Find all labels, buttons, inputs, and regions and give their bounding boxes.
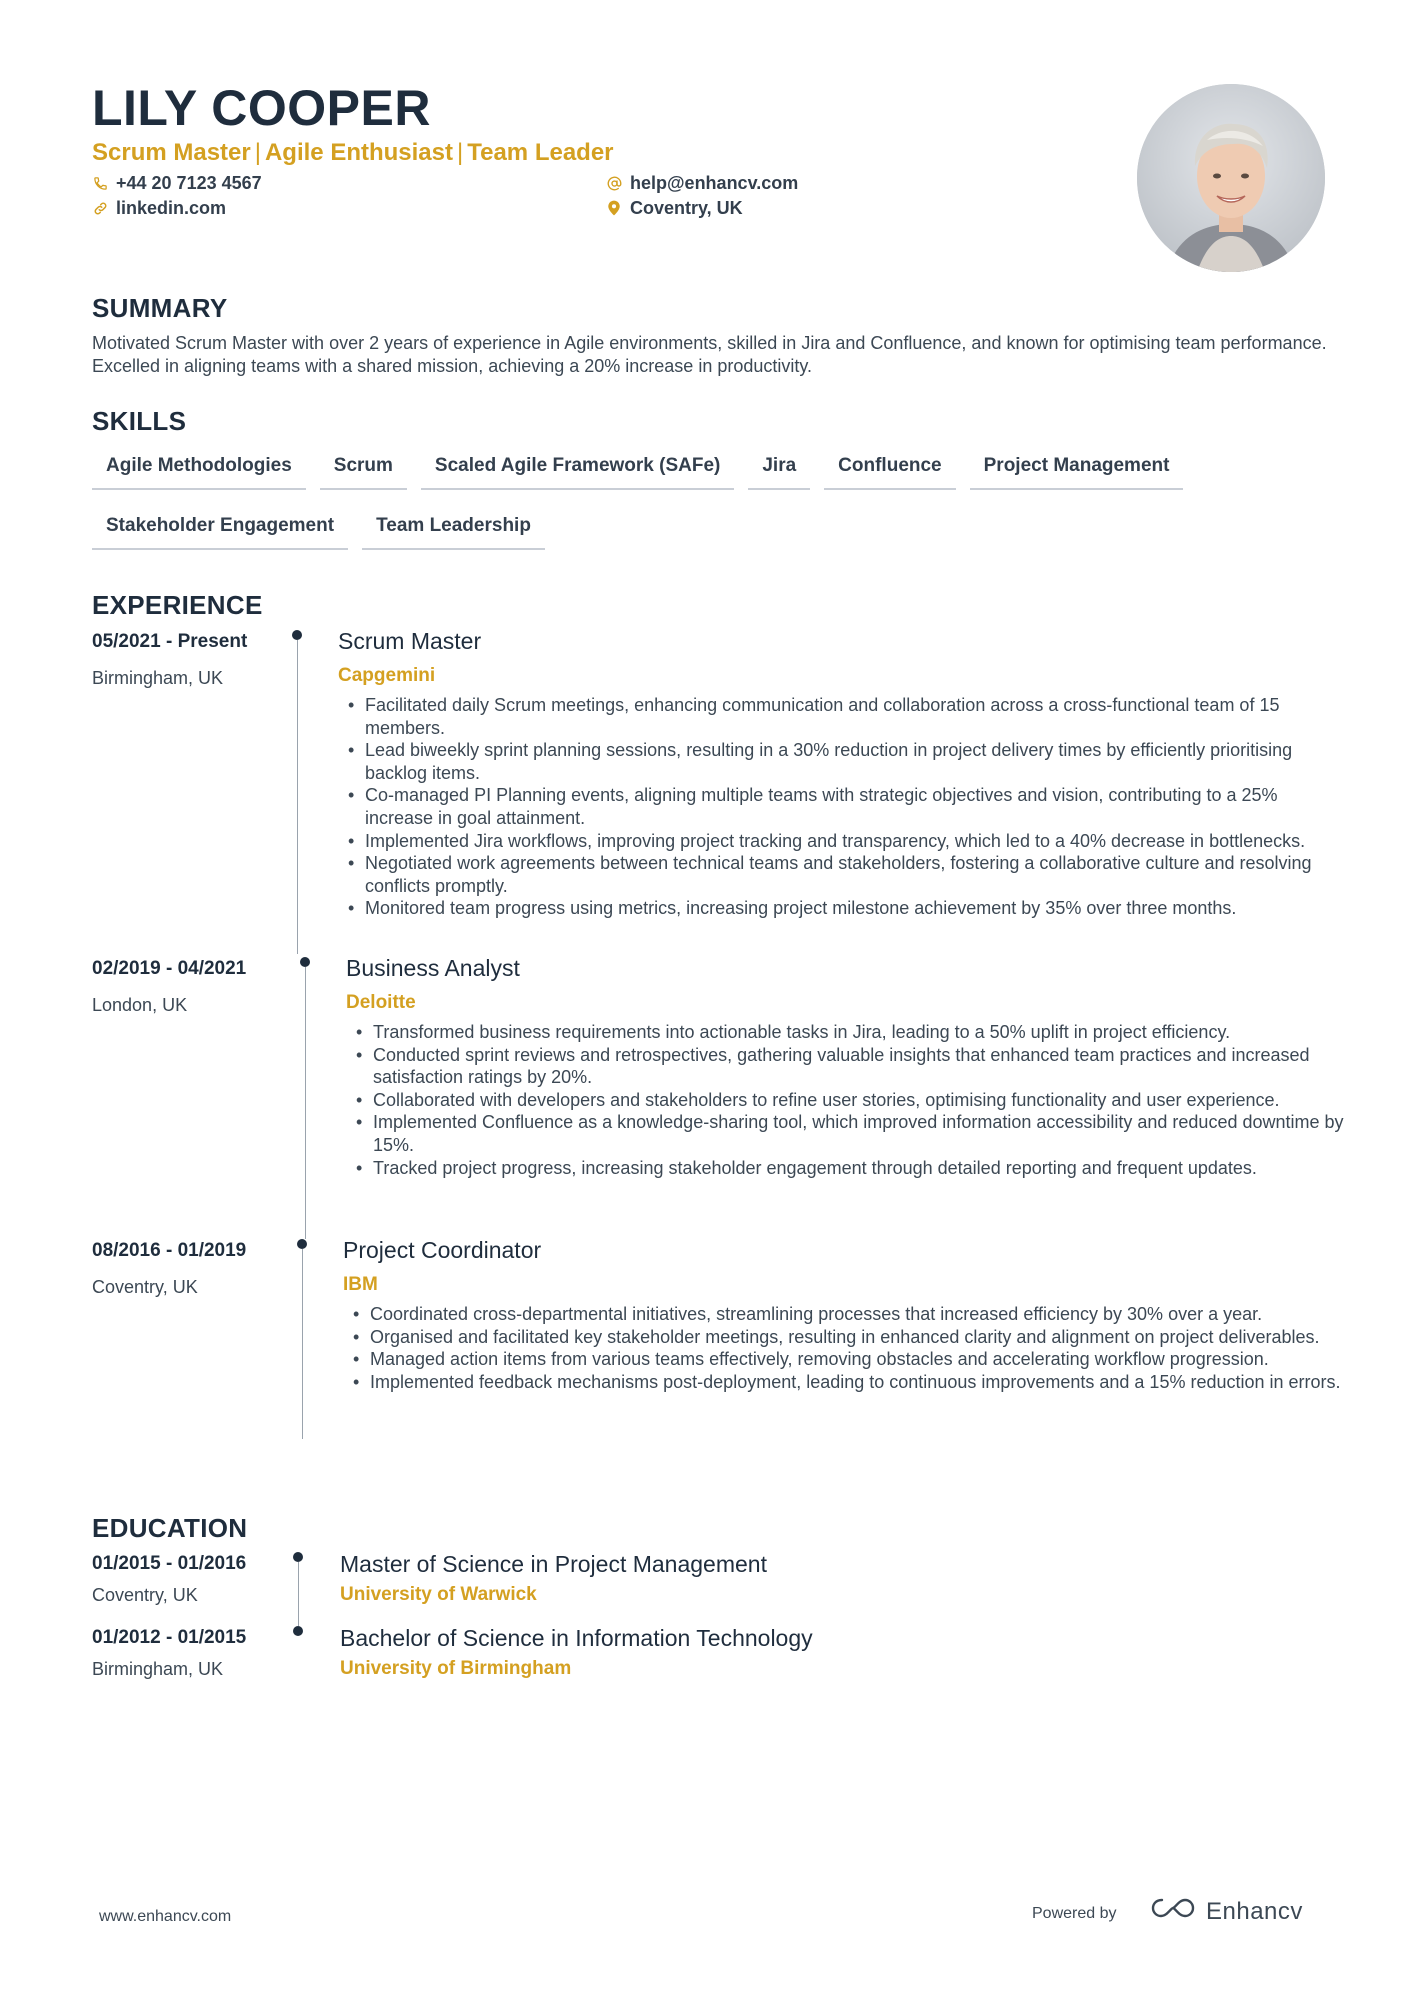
linkedin-text: linkedin.com <box>116 198 227 218</box>
entry-company: IBM <box>343 1274 378 1295</box>
entry-dates: 08/2016 - 01/2019 <box>92 1240 247 1261</box>
entry-location: Birmingham, UK <box>92 1659 224 1679</box>
entry-role: Scrum Master <box>338 628 482 654</box>
footer-url[interactable]: www.enhancv.com <box>99 1908 232 1925</box>
skill-tag: Confluence <box>824 450 955 490</box>
list-item: • Managed action items from various teams effectively, removing obstacles and accelerating workflow progression. <box>343 1348 1343 1371</box>
list-item: • Lead biweekly sprint planning sessions, resulting in a 30% reduction in project delivery times by efficiently prioritising backlog items. <box>338 739 1338 784</box>
link-icon <box>92 200 108 216</box>
experience-heading: EXPERIENCE <box>92 590 263 620</box>
summary-heading: SUMMARY <box>92 293 228 323</box>
entry-dates: 05/2021 - Present <box>92 631 248 652</box>
list-item: • Implemented Jira workflows, improving project tracking and transparency, which led to a 40% decrease in bottlenecks. <box>338 830 1338 853</box>
list-item: • Negotiated work agreements between technical teams and stakeholders, fostering a collaborative culture and resolving conflicts promptly. <box>338 852 1338 897</box>
skill-tag: Jira <box>748 450 810 490</box>
email-text: help@enhancv.com <box>630 173 799 193</box>
education-heading: EDUCATION <box>92 1513 248 1543</box>
at-icon <box>606 175 622 191</box>
list-item: • Implemented Confluence as a knowledge-sharing tool, which improved information accessibility and reduced downtime by 15%. <box>346 1111 1346 1156</box>
list-item: • Monitored team progress using metrics, increasing project milestone achievement by 35% over three months. <box>338 897 1338 920</box>
entry-bullets <box>343 1303 1343 1393</box>
list-item: • Transformed business requirements into actionable tasks in Jira, leading to a 50% uplift in project efficiency. <box>346 1021 1346 1044</box>
entry-school: University of Warwick <box>340 1584 537 1605</box>
skills-heading: SKILLS <box>92 406 187 436</box>
candidate-title <box>92 138 614 168</box>
phone-icon <box>92 175 108 191</box>
list-item: • Organised and facilitated key stakeholder meetings, resulting in enhanced clarity and alignment on project deliverables. <box>343 1326 1343 1349</box>
entry-dates: 02/2019 - 04/2021 <box>92 958 247 979</box>
entry-location: Birmingham, UK <box>92 668 224 688</box>
timeline-dot <box>292 630 302 640</box>
skill-tag: Team Leadership <box>362 510 545 550</box>
list-item: • Collaborated with developers and stakeholders to refine user stories, optimising functionality and user experience. <box>346 1089 1346 1112</box>
title-part: Team Leader <box>467 139 614 166</box>
entry-bullets <box>338 694 1338 920</box>
entry-degree: Bachelor of Science in Information Technology <box>340 1625 813 1651</box>
title-separator: | <box>254 139 261 166</box>
list-item: • Facilitated daily Scrum meetings, enhancing communication and collaboration across a cross-functional team of 15 members. <box>338 694 1338 739</box>
timeline-line <box>297 640 298 954</box>
candidate-name: LILY COOPER <box>92 80 431 136</box>
contact-phone[interactable] <box>92 171 262 195</box>
timeline-dot <box>293 1626 303 1636</box>
enhancv-logo-icon <box>1150 1896 1196 1927</box>
summary-text: Motivated Scrum Master with over 2 years of experience in Agile environments, skilled in Jira and Confluence, and known for optimising team performance. Excelled in aligning teams with a shared mission, achieving a 20% increase in productivity. <box>92 333 1327 376</box>
phone-text: +44 20 7123 4567 <box>116 173 262 193</box>
footer-powered-by: Powered by <box>1032 1905 1117 1922</box>
timeline-dot <box>297 1239 307 1249</box>
location-pin-icon <box>606 200 622 216</box>
title-part: Scrum Master <box>92 139 251 166</box>
skills-list <box>92 450 1332 550</box>
skill-tag: Scrum <box>320 450 407 490</box>
skill-tag: Agile Methodologies <box>92 450 306 490</box>
list-item: • Conducted sprint reviews and retrospectives, gathering valuable insights that enhanced team practices and increased satisfaction ratings by 20%. <box>346 1044 1346 1089</box>
entry-role: Business Analyst <box>346 955 520 981</box>
enhancv-brand-text: Enhancv <box>1206 1897 1303 1925</box>
contact-location <box>606 196 743 220</box>
entry-dates: 01/2012 - 01/2015 <box>92 1627 247 1648</box>
contact-email[interactable] <box>606 171 798 195</box>
timeline-line <box>305 967 306 1239</box>
profile-photo <box>1137 84 1325 272</box>
skill-tag: Project Management <box>970 450 1184 490</box>
entry-role: Project Coordinator <box>343 1237 542 1263</box>
entry-location: Coventry, UK <box>92 1585 198 1605</box>
list-item: • Coordinated cross-departmental initiatives, streamlining processes that increased efficiency by 30% over a year. <box>343 1303 1343 1326</box>
list-item: • Co-managed PI Planning events, aligning multiple teams with strategic objectives and vision, contributing to a 25% increase in goal attainment. <box>338 784 1338 829</box>
location-text: Coventry, UK <box>630 198 743 218</box>
entry-company: Capgemini <box>338 665 436 686</box>
entry-degree: Master of Science in Project Management <box>340 1551 767 1577</box>
entry-company: Deloitte <box>346 992 416 1013</box>
entry-bullets <box>346 1021 1346 1179</box>
skill-tag: Scaled Agile Framework (SAFe) <box>421 450 734 490</box>
timeline-dot <box>300 957 310 967</box>
entry-location: Coventry, UK <box>92 1277 198 1297</box>
list-item: • Implemented feedback mechanisms post-deployment, leading to continuous improvements and a 15% reduction in errors. <box>343 1371 1343 1394</box>
timeline-dot <box>293 1552 303 1562</box>
entry-school: University of Birmingham <box>340 1658 572 1679</box>
footer-brand-logo[interactable] <box>1150 1896 1303 1927</box>
title-separator: | <box>457 139 464 166</box>
contact-linkedin[interactable] <box>92 196 226 220</box>
timeline-line <box>302 1249 303 1439</box>
timeline-line <box>298 1562 299 1626</box>
title-part: Agile Enthusiast <box>264 139 453 166</box>
list-item: • Tracked project progress, increasing stakeholder engagement through detailed reporting and frequent updates. <box>346 1157 1346 1180</box>
entry-location: London, UK <box>92 995 188 1015</box>
entry-dates: 01/2015 - 01/2016 <box>92 1553 247 1574</box>
skill-tag: Stakeholder Engagement <box>92 510 348 550</box>
